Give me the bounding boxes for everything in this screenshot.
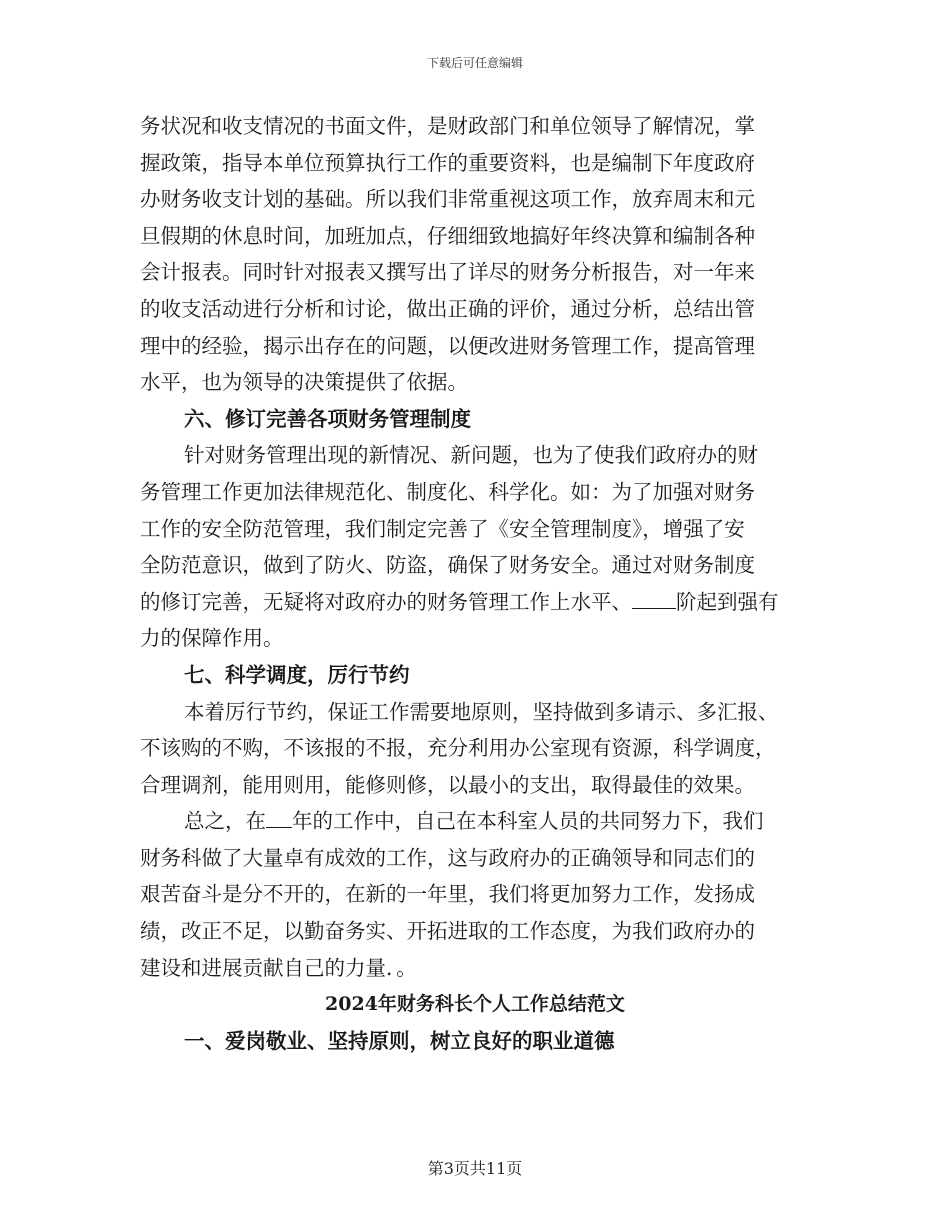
text-line: 绩，改正不足，以勤奋务实、开拓进取的工作态度，为我们政府办的 — [140, 919, 755, 944]
text-fragment: 年的工作中，自己在本科室人员的共同努力下，我们 — [292, 809, 764, 834]
paragraph-summary — [140, 803, 810, 986]
section-heading-7: 七、科学调度，厉行节约 — [184, 662, 410, 687]
text-fragment: 总之，在 — [184, 809, 266, 834]
text-line: 合理调剂，能用则用，能修则修，以最小的支出，取得最佳的效果。 — [140, 772, 755, 797]
blank-underline — [266, 809, 292, 828]
text-line: 不该购的不购，不该报的不报，充分利用办公室现有资源，科学调度， — [140, 736, 776, 761]
text-line: 力的保障作用。 — [140, 626, 284, 651]
text-fragment: 阶起到强有 — [676, 589, 779, 614]
text-line: 建设和进展贡献自己的力量．。 — [140, 955, 417, 980]
paragraph-regulations — [140, 437, 810, 657]
text-line: 务状况和收支情况的书面文件，是财政部门和单位领导了解情况，掌 — [140, 114, 755, 138]
blank-underline — [632, 590, 676, 609]
text-line: 水平，也为领导的决策提供了依据。 — [140, 370, 468, 395]
text-line — [140, 584, 810, 621]
text-line: 财务科做了大量卓有成效的工作，这与政府办的正确领导和同志们的 — [140, 845, 755, 870]
section-heading-1: 一、爱岗敬业、坚持原则，树立良好的职业道德 — [184, 1028, 615, 1053]
text-line: 本着厉行节约，保证工作需要地原则，坚持做到多请示、多汇报、 — [184, 699, 779, 724]
paragraph-financial-reports — [140, 108, 810, 401]
page-header: 下载后可任意编辑 — [426, 56, 523, 70]
text-line — [140, 803, 810, 840]
text-line: 针对财务管理出现的新情况、新问题，也为了使我们政府办的财 — [184, 443, 758, 468]
text-line: 旦假期的休息时间，加班加点，仔细细致地搞好年终决算和编制各种 — [140, 223, 755, 248]
text-line: 的收支活动进行分析和讨论，做出正确的评价，通过分析，总结出管 — [140, 296, 755, 321]
text-line: 务管理工作更加法律规范化、制度化、科学化。如：为了加强对财务 — [140, 479, 755, 504]
text-line: 工作的安全防范管理，我们制定完善了《安全管理制度》，增强了安 — [140, 516, 745, 541]
text-line: 握政策，指导本单位预算执行工作的重要资料，也是编制下年度政府 — [140, 150, 755, 175]
paragraph-frugality — [140, 694, 810, 804]
text-line: 办财务收支计划的基础。所以我们非常重视这项工作，放弃周末和元 — [140, 187, 755, 212]
text-line: 艰苦奋斗是分不开的，在新的一年里，我们将更加努力工作，发扬成 — [140, 882, 755, 907]
document-body — [140, 108, 810, 1059]
page-footer: 第3页共11页 — [427, 1159, 523, 1178]
text-line: 理中的经验，揭示出存在的问题，以便改进财务管理工作，提高管理 — [140, 333, 755, 358]
document-title: 2024年财务科长个人工作总结范文 — [325, 993, 625, 1016]
text-line: 全防范意识，做到了防火、防盗，确保了财务安全。通过对财务制度 — [140, 553, 755, 578]
section-heading-6: 六、修订完善各项财务管理制度 — [184, 406, 471, 431]
text-line: 会计报表。同时针对报表又撰写出了详尽的财务分析报告，对一年来 — [140, 260, 755, 285]
text-fragment: 的修订完善，无疑将对政府办的财务管理工作上水平、 — [140, 589, 632, 614]
